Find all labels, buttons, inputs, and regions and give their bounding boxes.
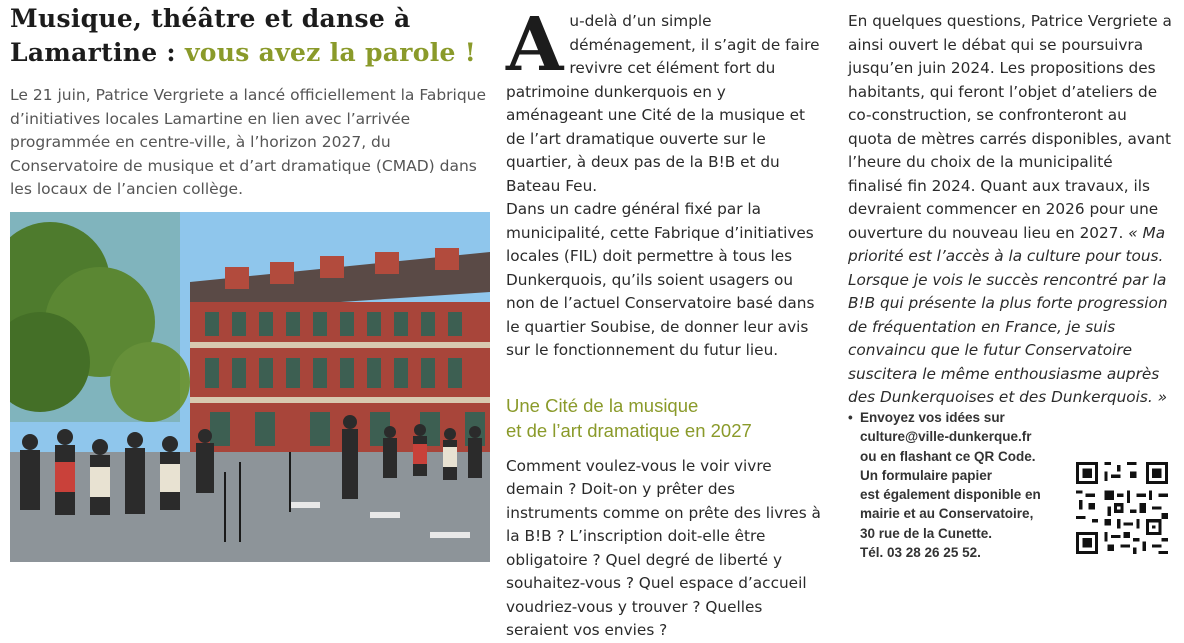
article-photo: [10, 212, 490, 562]
drop-cap: A: [506, 2, 564, 88]
article-lead: Le 21 juin, Patrice Vergriete a lancé officiellement la Fabrique d’initiatives locales Lamartine en lien avec l’arrivée programmée en centre-ville, à l’horizon 2027, du Conservatoire de musique et d’art dramatique (CMAD) dans les locaux de l’ancien collège.: [10, 86, 487, 198]
right-column: [848, 0, 1172, 410]
contact-line: est également disponible en: [860, 487, 1041, 503]
fil-paragraph: Dans un cadre général fixé par la municipalité, cette Fabrique d’initiatives locales (FIL) doit permettre à tous les Dunkerquois, qu’ils soient usagers ou non de l’actuel Conservatoire basé dans le quartier Soubise, de donner leur avis sur le fonctionnement du futur lieu.: [506, 200, 815, 359]
headline-main: Musique, théâtre et danse à Lamartine :: [10, 4, 411, 67]
bullet-icon: •: [848, 410, 853, 425]
intro-paragraph: [506, 2, 824, 198]
middle-column: [506, 0, 824, 643]
qr-code-icon[interactable]: [1076, 462, 1168, 554]
section-subheading: [506, 393, 824, 443]
contact-line: Un formulaire papier: [860, 467, 993, 483]
conservatoire-concert-photo: [10, 212, 490, 562]
debate-paragraph: [848, 10, 1172, 410]
contact-lines: [860, 408, 1068, 562]
intro-text: u-delà d’un simple déménagement, il s’agit de faire revivre cet élément fort du patrimoine dunkerquois en y aménageant une Cité de la musique et de l’art dramatique ouverte sur le quartier, à deux pas de la B!B et du Bateau Feu.: [506, 12, 820, 195]
contact-line: Envoyez vos idées sur: [860, 410, 1005, 425]
contact-address: 30 rue de la Cunette.: [860, 525, 993, 541]
contact-line: mairie et au Conservatoire,: [860, 506, 1034, 522]
debate-text: En quelques questions, Patrice Vergriete a ainsi ouvert le débat qui se poursuivra jusqu’en juin 2024. Les propositions des habitants, qui feront l’objet d’ateliers de co-construction, se confronteront au quota de mètres carrés disponibles, avant l’heure du choix de la municipalité finalisé fin 2024. Quant aux travaux, ils devraient commencer en 2026 pour une ouverture du nouveau lieu en 2027.: [848, 12, 1172, 242]
subheading-line-2: et de l’art dramatique en 2027: [506, 419, 752, 441]
mayor-quote: « Ma priorité est l’accès à la culture pour tous. Lorsque je vois le succès rencontré par la B!B qui présente la plus forte progression de fréquentation en France, je suis convaincu que le futur Conservatoire suscitera le même enthousiasme auprès des Dunkerquoises et des Dunkerquois. »: [848, 223, 1168, 406]
contact-line: ou en flashant ce QR Code.: [860, 448, 1036, 464]
article-headline: [10, 2, 490, 70]
contact-info: [848, 408, 1068, 562]
headline-accent: vous avez la parole !: [184, 38, 476, 67]
contact-phone: Tél. 03 28 26 25 52.: [860, 545, 981, 561]
left-column: [10, 0, 490, 202]
contact-email-link[interactable]: culture@ville-dunkerque.fr: [860, 429, 1032, 445]
subheading-line-1: Une Cité de la musique: [506, 394, 699, 416]
questions-paragraph: Comment voulez-vous le voir vivre demain ? Doit-on y prêter des instruments comme on prête des livres à la B!B ? L’inscription doit-elle être obligatoire ? Quel degré de liberté y souhaitez-vous ? Quel espace d’accueil voudriez-vous y trouver ? Quelles seraient vos envies ?: [506, 456, 821, 639]
